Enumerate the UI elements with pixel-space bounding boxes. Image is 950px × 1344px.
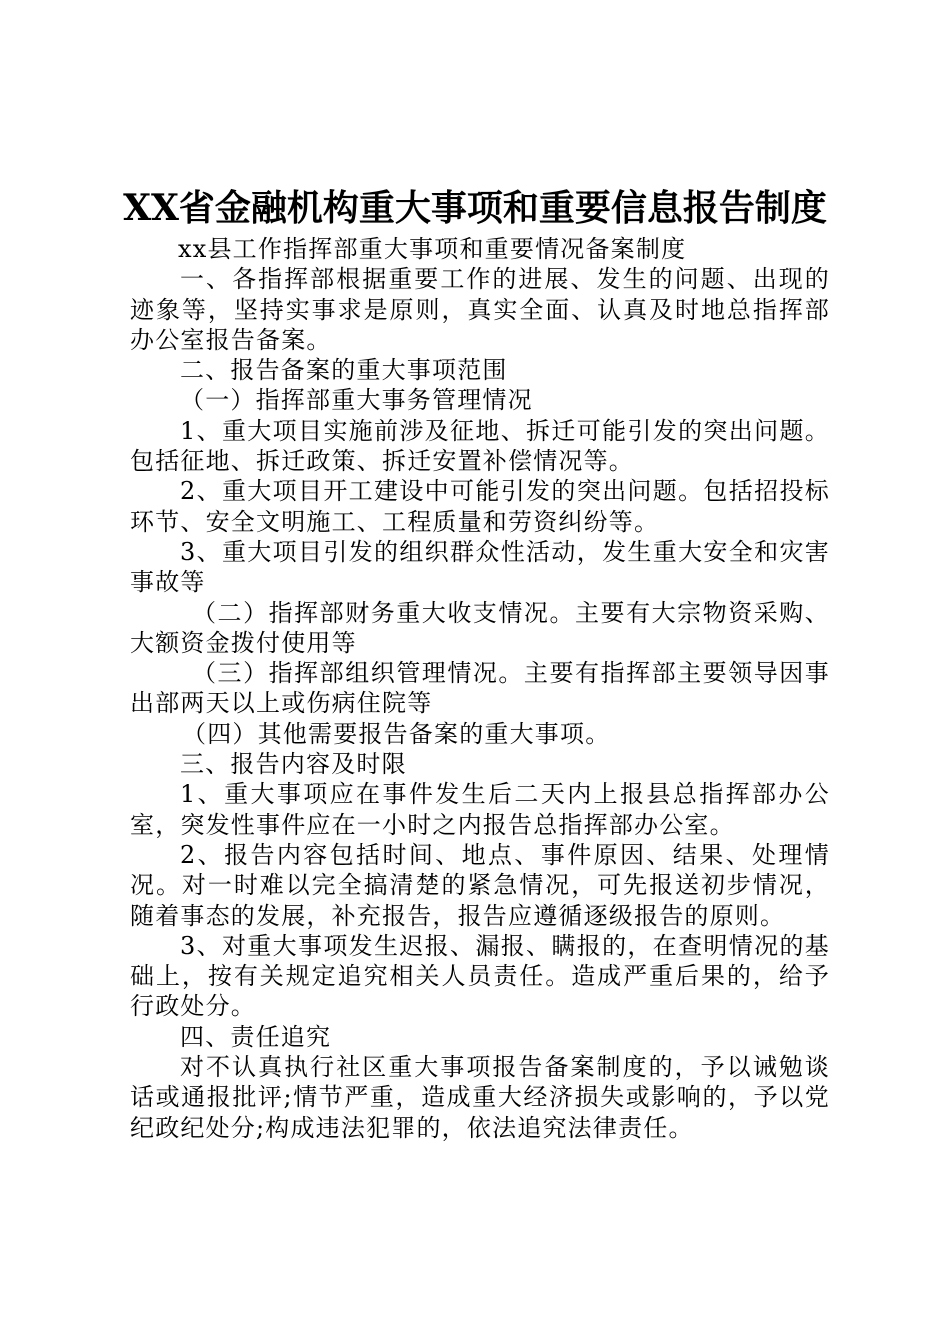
paragraph-subsection-3: （三）指挥部组织管理情况。主要有指挥部主要领导因事出部两天以上或伤病住院等: [130, 659, 830, 718]
paragraph-subsection-2: （二）指挥部财务重大收支情况。主要有大宗物资采购、大额资金拨付使用等: [130, 598, 830, 657]
paragraph-section-4-heading: 四、责任追究: [180, 1022, 332, 1051]
paragraph-timing-1: 1、重大事项应在事件发生后二天内上报县总指挥部办公室，突发性事件应在一小时之内报告总指挥部办公室。: [130, 780, 830, 839]
document-title: XX省金融机构重大事项和重要信息报告制度: [123, 187, 827, 229]
paragraph-timing-3: 3、对重大事项发生迟报、漏报、瞒报的，在查明情况的基础上，按有关规定追究相关人员责任。造成严重后果的，给予行政处分。: [130, 931, 830, 1021]
paragraph-subtitle: xx县工作指挥部重大事项和重要情况备案制度: [178, 235, 687, 263]
paragraph-item-2: 2、重大项目开工建设中可能引发的突出问题。包括招投标环节、安全文明施工、工程质量和劳资纠纷等。: [130, 477, 830, 536]
paragraph-section-2-heading: 二、报告备案的重大事项范围: [180, 356, 508, 385]
document-body: [130, 234, 830, 1143]
paragraph-accountability: 对不认真执行社区重大事项报告备案制度的，予以诫勉谈话或通报批评;情节严重，造成重大经济损失或影响的，予以党纪政纪处分;构成违法犯罪的，依法追究法律责任。: [130, 1053, 830, 1142]
paragraph-subsection-1: （一）指挥部重大事务管理情况: [180, 386, 533, 415]
paragraph-item-3: 3、重大项目引发的组织群众性活动，发生重大安全和灾害事故等: [130, 537, 830, 597]
paragraph-section-1: 一、各指挥部根据重要工作的进展、发生的问题、出现的迹象等，坚持实事求是原则，真实全面、认真及时地总指挥部办公室报告备案。: [130, 265, 830, 354]
paragraph-item-1: 1、重大项目实施前涉及征地、拆迁可能引发的突出问题。包括征地、拆迁政策、拆迁安置补偿情况等。: [130, 416, 830, 476]
paragraph-timing-2: 2、报告内容包括时间、地点、事件原因、结果、处理情况。对一时难以完全搞清楚的紧急情况，可先报送初步情况，随着事态的发展，补充报告，报告应遵循逐级报告的原则。: [130, 840, 830, 930]
paragraph-subsection-4: （四）其他需要报告备案的重大事项。: [182, 719, 611, 748]
paragraph-section-3-heading: 三、报告内容及时限: [180, 750, 407, 779]
